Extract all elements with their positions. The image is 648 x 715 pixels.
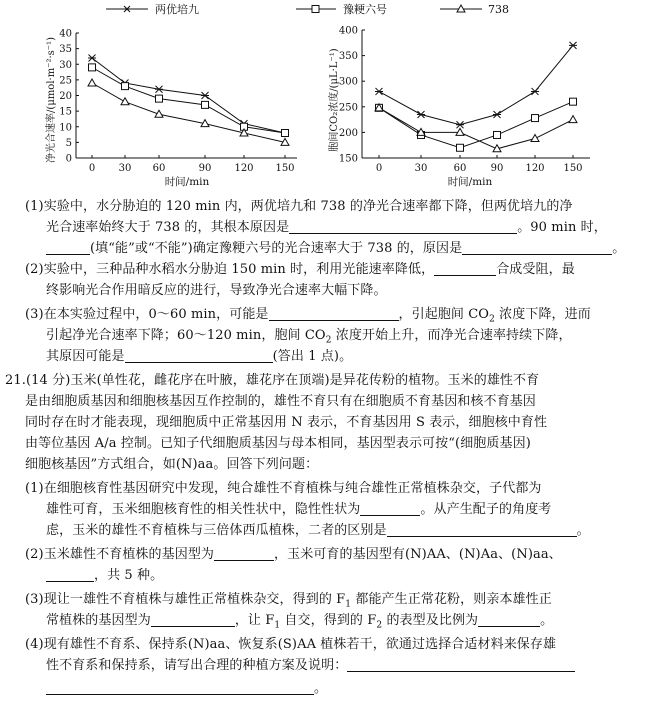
q21-1-line2-end: 。从产生配子的角度考 <box>420 502 552 517</box>
answer-blank[interactable] <box>46 241 90 255</box>
data-point <box>532 115 539 122</box>
text-line <box>25 480 542 497</box>
q21-stem-line3: 同时存在时才能表现，现细胞质中正常基因用 N 表示，不育基因用 S 表示，细胞核中育性 <box>25 415 548 430</box>
data-point <box>122 83 129 90</box>
data-point <box>88 55 96 62</box>
data-point <box>121 98 129 105</box>
answer-blank[interactable] <box>462 241 612 255</box>
text-line <box>46 657 575 674</box>
q21-2-line2: ，共 5 种。 <box>94 568 164 583</box>
x-tick-label: 150 <box>563 163 583 174</box>
q20-3-line1-end: 浓度下降，进而 <box>494 307 591 322</box>
q21-4-line2: 性不育系和保持系，请写出合理的种植方案及说明： <box>46 658 348 673</box>
data-point <box>417 111 425 118</box>
x-tick-label: 30 <box>414 163 428 174</box>
text-line <box>46 680 327 697</box>
y-tick-label: 400 <box>338 25 358 37</box>
data-point <box>569 42 577 49</box>
q20-3-line3-end: (答出 1 点)。 <box>272 349 353 364</box>
text-line <box>25 546 562 563</box>
y-tick-label: 35 <box>59 44 72 56</box>
data-point <box>531 88 539 95</box>
q21-4-line1: (4)现有雄性不育系、保持系(N)aa、恢复系(S)AA 植株若干，欲通过选择合适材料来保存雄 <box>25 637 557 652</box>
answer-blank[interactable] <box>434 262 496 276</box>
data-point <box>282 130 289 137</box>
q21-3-line1-end: 都能产生正常花粉，则亲本雄性正 <box>351 592 552 607</box>
text-line <box>25 198 573 215</box>
answer-blank[interactable] <box>347 658 575 672</box>
q21-3-line2-mid: ，让 F <box>234 613 275 628</box>
subscript: 1 <box>345 599 352 610</box>
text-line <box>25 261 575 278</box>
answer-blank[interactable] <box>387 523 577 537</box>
series-line <box>92 58 285 133</box>
q20-3-line2: 引起净光合速率下降；60～120 min，胞间 CO <box>46 328 326 343</box>
y-tick-label: 0 <box>65 153 72 165</box>
net-photosynthesis-chart <box>44 29 297 189</box>
legend-entry-2 <box>296 2 387 16</box>
text-line <box>46 282 387 299</box>
legend-entry-3 <box>440 3 509 16</box>
x-tick-label: 60 <box>453 163 467 174</box>
y-tick-label: 10 <box>59 122 72 134</box>
legend-label-3: 738 <box>488 3 509 16</box>
y-axis-label: 净光合速率/(μmol·m⁻²·s⁻¹) <box>46 37 57 163</box>
x-tick-label: 60 <box>152 163 166 174</box>
x-tick-label: 90 <box>198 163 212 174</box>
q20-2-line1: (2)实验中，三种品种水稻水分胁迫 150 min 时，利用光能速率降低， <box>25 262 435 277</box>
x-tick-label: 30 <box>118 163 132 174</box>
q20-3-line1: (3)在本实验过程中，0～60 min，可能是 <box>25 307 269 322</box>
legend-label-1: 两优培九 <box>155 3 199 16</box>
q20-2-line1-end: 合成受阻，最 <box>496 262 575 277</box>
data-point <box>531 135 539 142</box>
y-tick-label: 200 <box>338 127 358 139</box>
q21-stem-line2: 是由细胞质基因和细胞核基因互作控制的，雄性不育只有在细胞质不育基因和核不育基因 <box>25 394 536 409</box>
answer-blank[interactable] <box>214 547 274 561</box>
text-line <box>46 522 590 539</box>
text-line <box>25 414 547 431</box>
q20-3-line3: 其原因可能是 <box>46 349 125 364</box>
x-tick-label: 90 <box>490 163 504 174</box>
x-tick-label: 120 <box>525 163 545 174</box>
answer-blank[interactable] <box>46 681 314 695</box>
text-line <box>46 327 572 344</box>
y-tick-label: 15 <box>59 106 72 118</box>
text-line <box>25 435 531 452</box>
q21-3-line2-mid2: 自交，得到的 F <box>280 613 377 628</box>
q21-2-line1: (2)玉米雄性不育植株的基因型为 <box>25 547 215 562</box>
q20-1-line1: (1)实验中，水分胁迫的 120 min 内，两优培九和 738 的净光合速率都下降，但两优培九的净 <box>25 199 573 214</box>
x-tick-label: 0 <box>88 163 96 174</box>
subscript: 1 <box>274 620 281 631</box>
y-tick-label: 350 <box>338 51 358 63</box>
y-axis-label: 胞间CO₂浓度/(μL·L⁻¹) <box>329 48 340 152</box>
q20-1-line3: (填“能”或“不能”)确定豫粳六号的光合速率大于 738 的，原因是 <box>90 241 463 256</box>
x-axis-label: 时间/min <box>447 176 493 188</box>
subscript: 2 <box>325 335 332 346</box>
x-tick-label: 120 <box>234 163 254 174</box>
text-line <box>46 219 607 236</box>
data-point <box>569 116 577 123</box>
y-tick-label: 30 <box>59 59 72 71</box>
q21-1-line1: (1)在细胞核育性基因研究中发现，纯合雄性不育植株与纯合雄性正常植株杂交，子代都为 <box>25 481 542 496</box>
legend-entry-1 <box>106 2 199 16</box>
series-line <box>92 83 285 142</box>
data-point <box>493 111 501 118</box>
text-line <box>46 348 352 365</box>
answer-blank[interactable] <box>46 568 94 582</box>
q21-3-line2-mid3: 的表型及比例为 <box>382 613 479 628</box>
data-point <box>89 64 96 71</box>
data-point <box>156 95 163 102</box>
q20-1-line2-end: 。90 min 时， <box>517 220 607 235</box>
answer-blank[interactable] <box>151 613 235 627</box>
q21-stem-line4: 由等位基因 A/a 控制。已知子代细胞质基因与母本相同，基因型表示可按“(细胞质基因) <box>25 436 531 451</box>
text-line <box>25 636 556 653</box>
q21-stem-line5: 细胞核基因”方式组合，如(N)aa。回答下列问题： <box>25 457 319 472</box>
y-tick-label: 300 <box>338 76 358 88</box>
q21-3-line2: 常植株的基因型为 <box>46 613 151 628</box>
q20-1-line3-end: 。 <box>612 241 626 256</box>
q20-3-line2-end: 浓度开始上升，而净光合速率持续下降， <box>331 328 572 343</box>
text-line <box>46 240 625 257</box>
text-line <box>25 393 536 410</box>
x-axis-label: 时间/min <box>164 176 210 188</box>
data-point <box>155 86 163 93</box>
text-line <box>46 612 553 629</box>
q20-2-line2: 终影响光合作用暗反应的进行，导致净光合速率大幅下降。 <box>46 283 387 298</box>
series-line <box>379 45 573 124</box>
data-point <box>494 131 501 138</box>
data-point <box>88 79 96 86</box>
y-tick-label: 250 <box>338 102 358 114</box>
text-line <box>25 456 318 473</box>
data-point <box>375 88 383 95</box>
text-line <box>46 567 163 584</box>
y-tick-label: 20 <box>59 91 72 102</box>
y-tick-label: 25 <box>59 75 72 87</box>
q21-4-line3-end: 。 <box>314 681 328 696</box>
data-point <box>570 98 577 105</box>
q21-3-line1: (3)现让一雄性不育植株与雄性正常植株杂交，得到的 F <box>25 592 346 607</box>
q21-1-line3: 虑，玉米的雄性不育植株与三倍体西瓜植株，二者的区别是 <box>46 523 387 538</box>
data-point <box>456 121 464 128</box>
legend-label-2: 豫粳六号 <box>343 3 387 16</box>
x-tick-label: 150 <box>275 163 295 174</box>
y-tick-label: 40 <box>59 28 72 40</box>
square-marker-icon <box>312 6 319 13</box>
q21-stem-line1: 21.(14 分)玉米(单性花，雌花序在叶腋，雄花序在顶端)是异花传粉的植物。玉米的雄性不育 <box>5 373 540 388</box>
subscript: 2 <box>376 620 383 631</box>
answer-blank[interactable] <box>289 220 517 234</box>
data-point <box>202 101 209 108</box>
answer-blank[interactable] <box>360 502 420 516</box>
y-tick-label: 5 <box>65 137 72 149</box>
q21-1-line2: 雄性可育，玉米细胞核育性的相关性状中，隐性性状为 <box>46 502 361 517</box>
subscript: 2 <box>489 314 495 325</box>
text-line <box>25 591 552 608</box>
series-line <box>92 67 285 133</box>
legend <box>106 2 509 16</box>
answer-blank[interactable] <box>478 613 540 627</box>
y-tick-label: 150 <box>338 153 358 165</box>
intercellular-co2-chart <box>327 26 590 189</box>
x-tick-label: 0 <box>375 163 383 174</box>
q20-1-line2: 光合速率始终大于 738 的，其根本原因是 <box>46 220 290 235</box>
data-point <box>457 144 464 151</box>
q21-3-line2-end: 。 <box>540 613 554 628</box>
answer-blank[interactable] <box>269 307 399 321</box>
answer-blank[interactable] <box>125 349 273 363</box>
q21-2-line1-end: ，玉米可育的基因型有(N)AA、(N)Aa、(N)aa、 <box>274 547 562 562</box>
text-line <box>5 372 539 389</box>
text-line <box>46 501 551 518</box>
q21-1-line3-end: 。 <box>576 523 590 538</box>
data-point <box>201 92 209 99</box>
text-line <box>25 306 591 323</box>
q20-3-line1-mid: ，引起胞间 CO <box>398 307 490 322</box>
charts-figure <box>0 0 648 195</box>
